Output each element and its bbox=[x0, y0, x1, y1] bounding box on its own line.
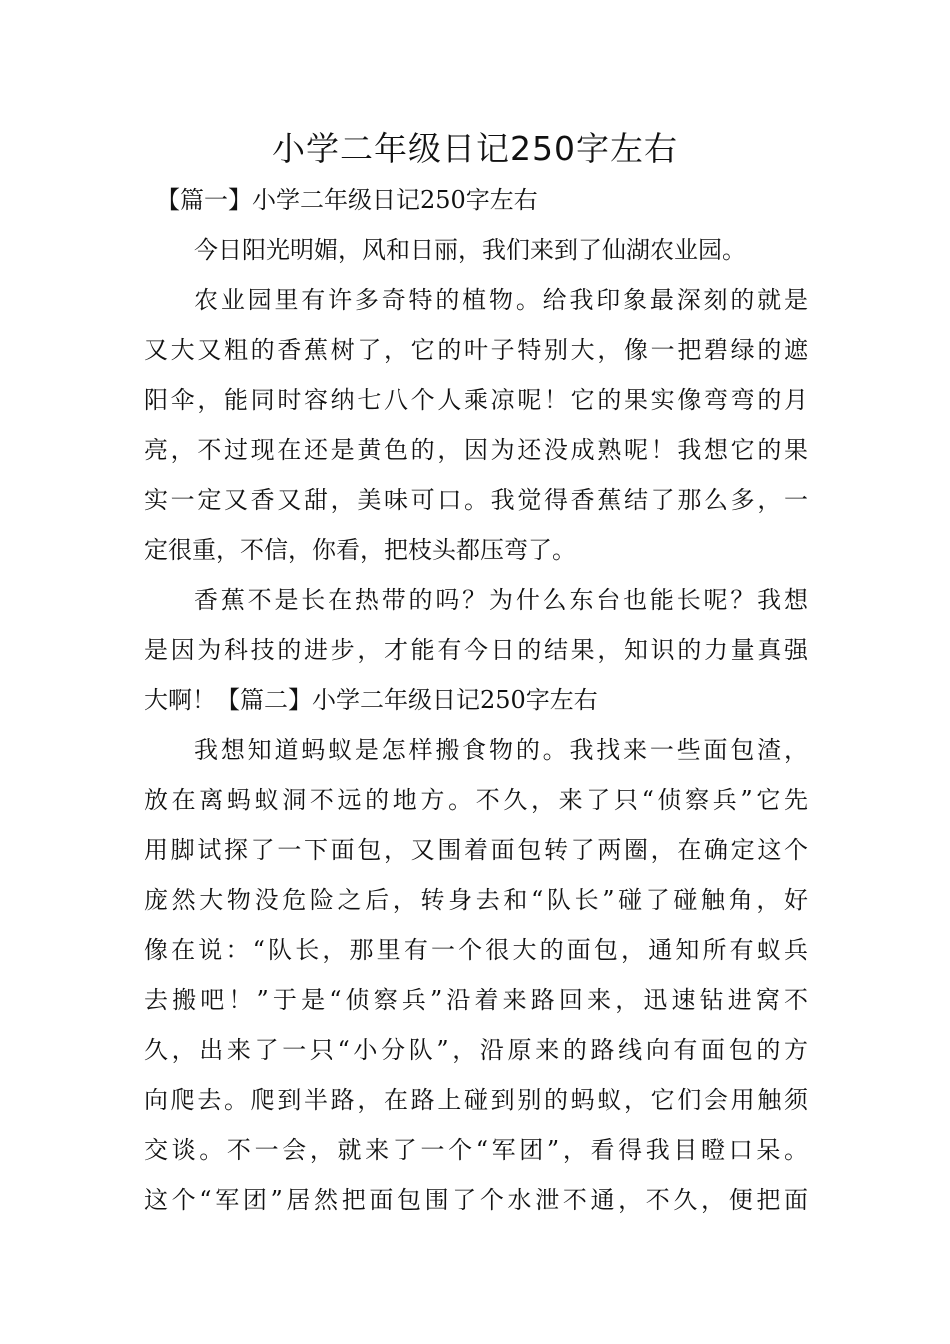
paragraph-line: 这个“军团”居然把面包围了个水泄不通，不久，便把面 bbox=[144, 1186, 808, 1214]
paragraph-line: 去搬吧！”于是“侦察兵”沿着来路回来，迅速钻进窝不 bbox=[144, 986, 808, 1014]
paragraph-line: 是因为科技的进步，才能有今日的结果，知识的力量真强 bbox=[144, 636, 808, 664]
paragraph-line: 亮，不过现在还是黄色的，因为还没成熟呢！我想它的果 bbox=[144, 436, 808, 464]
section-heading-1: 【篇一】小学二年级日记250字左右 bbox=[156, 186, 538, 214]
paragraph-line: 交谈。不一会，就来了一个“军团”，看得我目瞪口呆。 bbox=[144, 1136, 808, 1164]
paragraph-line: 定很重，不信，你看，把枝头都压弯了。 bbox=[144, 536, 576, 564]
paragraph-line: 农业园里有许多奇特的植物。给我印象最深刻的就是 bbox=[194, 286, 808, 314]
paragraph-line: 我想知道蚂蚁是怎样搬食物的。我找来一些面包渣， bbox=[194, 736, 808, 764]
paragraph-line: 又大又粗的香蕉树了，它的叶子特别大，像一把碧绿的遮 bbox=[144, 336, 808, 364]
paragraph-line: 放在离蚂蚁洞不远的地方。不久，来了只“侦察兵”它先 bbox=[144, 786, 808, 814]
paragraph-line: 阳伞，能同时容纳七八个人乘凉呢！它的果实像弯弯的月 bbox=[144, 386, 808, 414]
paragraph-line: 用脚试探了一下面包，又围着面包转了两圈，在确定这个 bbox=[144, 836, 808, 864]
paragraph-line: 像在说：“队长，那里有一个很大的面包，通知所有蚁兵 bbox=[144, 936, 808, 964]
document-body bbox=[144, 175, 808, 1225]
paragraph-line: 久，出来了一只“小分队”，沿原来的路线向有面包的方 bbox=[144, 1036, 808, 1064]
paragraph-line: 今日阳光明媚，风和日丽，我们来到了仙湖农业园。 bbox=[194, 236, 746, 264]
paragraph-line: 庞然大物没危险之后，转身去和“队长”碰了碰触角，好 bbox=[144, 886, 808, 914]
paragraph-line: 实一定又香又甜，美味可口。我觉得香蕉结了那么多，一 bbox=[144, 486, 808, 514]
paragraph-line: 香蕉不是长在热带的吗？为什么东台也能长呢？我想 bbox=[194, 586, 808, 614]
page-title: 小学二年级日记250字左右 bbox=[272, 129, 678, 168]
paragraph-line: 向爬去。爬到半路，在路上碰到别的蚂蚁，它们会用触须 bbox=[144, 1086, 808, 1114]
paragraph-line-with-section-heading-2: 大啊！【篇二】小学二年级日记250字左右 bbox=[144, 686, 598, 714]
